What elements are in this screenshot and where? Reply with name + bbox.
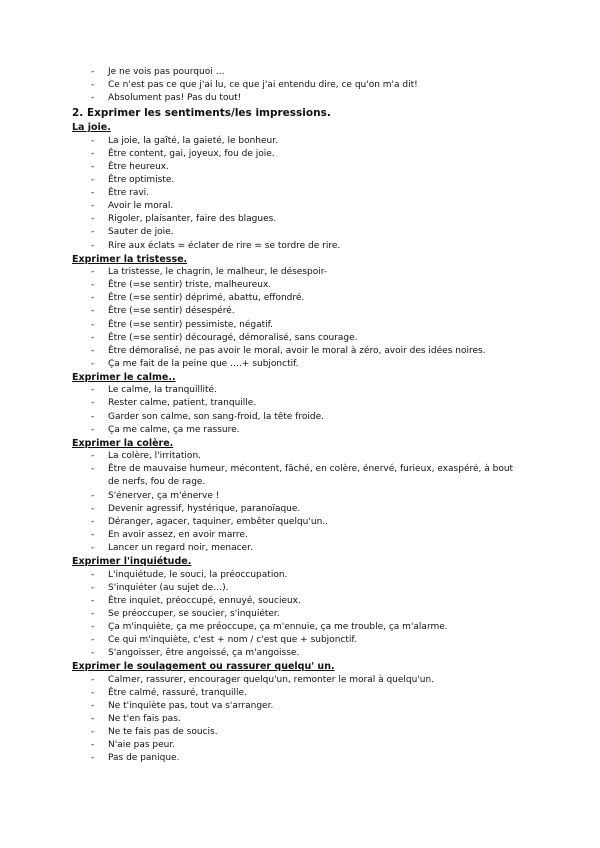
list-item: [0, 595, 600, 608]
list-item: [0, 345, 600, 358]
item-text: Être heureux.: [108, 161, 169, 172]
bullet-dash: -: [91, 214, 95, 225]
list-item: [0, 634, 600, 647]
item-text: Être ravi.: [108, 188, 150, 199]
list-item: [0, 187, 600, 200]
list-item: [0, 569, 600, 582]
sections-container: [0, 121, 600, 765]
bullet-dash: -: [91, 135, 95, 146]
list-item: [0, 397, 600, 410]
list-item: [0, 279, 600, 292]
item-text: Rester calme, patient, tranquille.: [108, 398, 257, 409]
bullet-dash: -: [91, 464, 95, 475]
bullet-dash: -: [91, 227, 95, 238]
item-text: En avoir assez, en avoir marre.: [108, 529, 248, 540]
bullet-dash: -: [91, 700, 95, 711]
list-item: [0, 582, 600, 595]
bullet-dash: -: [91, 648, 95, 659]
list-item: [0, 292, 600, 305]
item-text: Sauter de joie.: [108, 227, 174, 238]
bullet-dash: -: [91, 80, 95, 91]
item-text: Être (=se sentir) pessimiste, négatif.: [108, 319, 274, 330]
list-item: [0, 752, 600, 765]
list-item: [0, 529, 600, 542]
bullet-dash: -: [91, 516, 95, 527]
item-text: Être calmé, rassuré, tranquille.: [108, 687, 247, 698]
item-text: Avoir le moral.: [108, 201, 174, 212]
intro-list-item: [0, 92, 600, 105]
feeling-section: [0, 371, 600, 437]
section-heading: Exprimer le soulagement ou rassurer quelqu' un.: [72, 661, 335, 673]
section-heading: Exprimer l'inquiétude.: [72, 556, 192, 567]
section-list: [0, 569, 600, 661]
item-text: S'angoisser, être angoissé, ça m'angoisse.: [108, 648, 300, 659]
section-heading: Exprimer la tristesse.: [72, 253, 188, 265]
section-list: [0, 450, 600, 555]
list-item: [0, 226, 600, 239]
list-item: [0, 135, 600, 148]
list-item: [0, 700, 600, 713]
item-text: Être démoralisé, ne pas avoir le moral, avoir le moral à zéro, avoir des idées noires.: [108, 345, 486, 356]
section-heading: La joie.: [72, 122, 111, 134]
item-text: Calmer, rassurer, encourager quelqu'un, remonter le moral à quelqu'un.: [108, 674, 435, 685]
bullet-dash: -: [91, 293, 95, 304]
bullet-dash: -: [91, 319, 95, 330]
bullet-dash: -: [91, 411, 95, 422]
list-item: [0, 424, 600, 437]
bullet-dash: -: [91, 358, 95, 369]
list-item: [0, 516, 600, 529]
list-item: [0, 503, 600, 516]
list-item: [0, 647, 600, 660]
item-text: Être de mauvaise humeur, mécontent, fâché, en colère, énervé, furieux, exaspéré, à bout de nerfs, fou de rage.: [108, 464, 514, 488]
list-item: [0, 332, 600, 345]
list-item: [0, 384, 600, 397]
item-text: N'aie pas peur.: [108, 740, 176, 751]
bullet-dash: -: [91, 385, 95, 396]
item-text: Rigoler, plaisanter, faire des blagues.: [108, 214, 277, 225]
list-item: [0, 490, 600, 503]
bullet-dash: -: [91, 201, 95, 212]
item-text: S'inquiéter (au sujet de…).: [108, 582, 229, 593]
list-item: [0, 621, 600, 634]
bullet-dash: -: [91, 161, 95, 172]
list-item: [0, 161, 600, 174]
item-text: Ce n'est pas ce que j'ai lu, ce que j'ai entendu dire, ce qu'on m'a dit!: [108, 80, 418, 91]
item-text: Ne t'inquiète pas, tout va s'arranger.: [108, 700, 274, 711]
item-text: Garder son calme, son sang-froid, la tête froide.: [108, 411, 324, 422]
item-text: Ça me fait de la peine que ….+ subjonctif.: [108, 358, 299, 369]
bullet-dash: -: [91, 542, 95, 553]
section-heading: Exprimer la colère.: [72, 437, 174, 449]
bullet-dash: -: [91, 267, 95, 278]
bullet-dash: -: [91, 608, 95, 619]
bullet-dash: -: [91, 398, 95, 409]
list-item: [0, 608, 600, 621]
list-item: [0, 542, 600, 555]
bullet-dash: -: [91, 713, 95, 724]
bullet-dash: -: [91, 332, 95, 343]
item-text: Ne t'en fais pas.: [108, 713, 181, 724]
bullet-dash: -: [91, 175, 95, 186]
list-item: [0, 358, 600, 371]
intro-list-item: [0, 79, 600, 92]
section-list: [0, 266, 600, 371]
list-item: [0, 463, 600, 489]
item-text: Être (=se sentir) découragé, démoralisé, sans courage.: [108, 332, 358, 343]
item-text: Ça me calme, ça me rassure.: [108, 424, 240, 435]
feeling-section: [0, 253, 600, 371]
section-title: 2. Exprimer les sentiments/les impressions.: [72, 107, 331, 120]
item-text: L'inquiétude, le souci, la préoccupation.: [108, 569, 288, 580]
list-item: [0, 148, 600, 161]
list-item: [0, 266, 600, 279]
bullet-dash: -: [91, 727, 95, 738]
list-item: [0, 319, 600, 332]
list-item: [0, 726, 600, 739]
bullet-dash: -: [91, 740, 95, 751]
item-text: Être inquiet, préoccupé, ennuyé, soucieux.: [108, 595, 301, 606]
bullet-dash: -: [91, 188, 95, 199]
item-text: La colère, l'irritation.: [108, 451, 202, 462]
list-item: [0, 713, 600, 726]
section-list: [0, 674, 600, 766]
bullet-dash: -: [91, 451, 95, 462]
bullet-dash: -: [91, 621, 95, 632]
item-text: Je ne vois pas pourquoi …: [108, 67, 225, 77]
section-list: [0, 384, 600, 436]
item-text: La tristesse, le chagrin, le malheur, le désespoir-: [108, 267, 328, 278]
list-item: [0, 450, 600, 463]
bullet-dash: -: [91, 345, 95, 356]
item-text: Pas de panique.: [108, 753, 180, 764]
bullet-dash: -: [91, 280, 95, 291]
feeling-section: [0, 121, 600, 252]
item-text: Ça m'inquiète, ça me préoccupe, ça m'ennuie, ça me trouble, ça m'alarme.: [108, 621, 448, 632]
bullet-dash: -: [91, 582, 95, 593]
list-item: [0, 687, 600, 700]
list-item: [0, 200, 600, 213]
list-item: [0, 739, 600, 752]
item-text: Être optimiste.: [108, 175, 175, 186]
bullet-dash: -: [91, 93, 95, 104]
bullet-dash: -: [91, 634, 95, 645]
list-item: [0, 213, 600, 226]
bullet-dash: -: [91, 503, 95, 514]
item-text: Déranger, agacer, taquiner, embêter quelqu'un..: [108, 516, 328, 527]
feeling-section: [0, 660, 600, 765]
bullet-dash: -: [91, 490, 95, 501]
item-text: S'énerver, ça m'énerve !: [108, 490, 220, 501]
item-text: Être (=se sentir) désespéré.: [108, 306, 235, 317]
intro-list-item: [0, 66, 600, 79]
item-text: Ne te fais pas de soucis.: [108, 727, 218, 738]
bullet-dash: -: [91, 67, 95, 77]
section-list: [0, 135, 600, 253]
item-text: Se préoccuper, se soucier, s'inquiéter.: [108, 608, 280, 619]
item-text: Être (=se sentir) triste, malheureux.: [108, 280, 272, 291]
feeling-section: [0, 437, 600, 555]
item-text: Devenir agressif, hystérique, paranoïaque.: [108, 503, 301, 514]
bullet-dash: -: [91, 569, 95, 580]
section-heading: Exprimer le calme..: [72, 371, 176, 383]
bullet-dash: -: [91, 674, 95, 685]
item-text: Le calme, la tranquillité.: [108, 385, 217, 396]
item-text: Ce qui m'inquiète, c'est + nom / c'est que + subjonctif.: [108, 634, 357, 645]
list-item: [0, 240, 600, 253]
list-item: [0, 305, 600, 318]
item-text: Être (=se sentir) déprimé, abattu, effondré.: [108, 293, 305, 304]
item-text: Absolument pas! Pas du tout!: [108, 93, 242, 104]
bullet-dash: -: [91, 240, 95, 251]
intro-list: [0, 66, 600, 105]
list-item: [0, 674, 600, 687]
bullet-dash: -: [91, 424, 95, 435]
bullet-dash: -: [91, 529, 95, 540]
item-text: La joie, la gaîté, la gaieté, le bonheur.: [108, 135, 278, 146]
bullet-dash: -: [91, 595, 95, 606]
item-text: Être content, gai, joyeux, fou de joie.: [108, 148, 275, 159]
bullet-dash: -: [91, 148, 95, 159]
bullet-dash: -: [91, 687, 95, 698]
feeling-section: [0, 555, 600, 660]
item-text: Lancer un regard noir, menacer.: [108, 542, 253, 553]
bullet-dash: -: [91, 753, 95, 764]
bullet-dash: -: [91, 306, 95, 317]
list-item: [0, 411, 600, 424]
item-text: Rire aux éclats = éclater de rire = se tordre de rire.: [108, 240, 341, 251]
list-item: [0, 174, 600, 187]
document-page: [0, 66, 600, 765]
